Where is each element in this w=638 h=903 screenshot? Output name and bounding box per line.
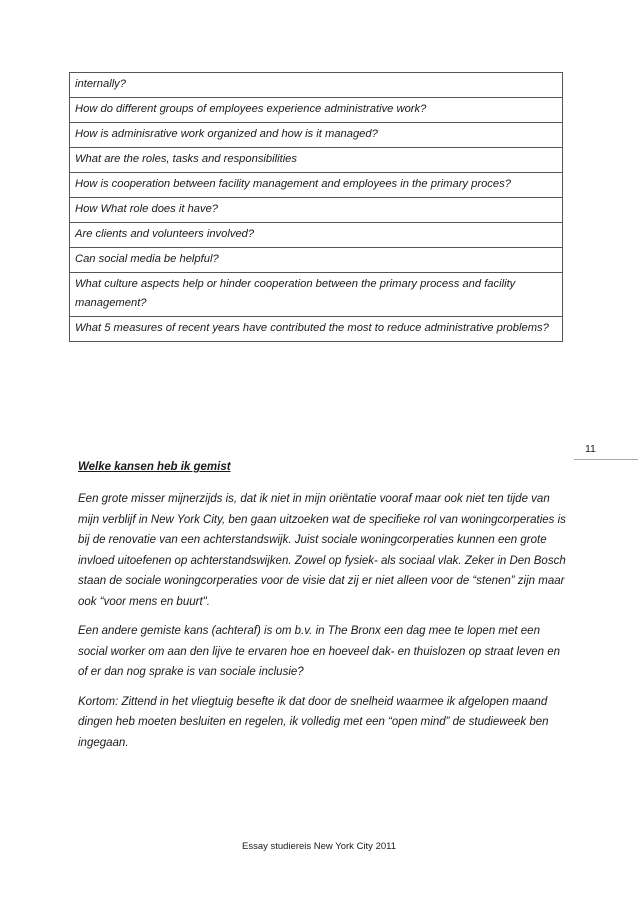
page-footer: Essay studiereis New York City 2011	[241, 841, 396, 852]
table-row	[70, 148, 563, 173]
table-row	[70, 123, 563, 148]
question-cell: internally?	[70, 73, 563, 98]
body-paragraph: Een andere gemiste kans (achteraf) is om b.v. in The Bronx een dag mee te lopen met een social worker om aan den lijve te ervaren hoe en hoeveel dak- en thuislozen op straat leven en of er dan nog sprake is van sociale inclusie?	[78, 625, 561, 678]
page-number-divider	[574, 459, 638, 460]
table-row	[70, 98, 563, 123]
questions-table	[69, 72, 563, 342]
question-cell: What 5 measures of recent years have contributed the most to reduce administrative problems?	[70, 317, 563, 342]
table-row	[70, 73, 563, 98]
table-row	[70, 317, 563, 342]
page-number: 11	[585, 443, 596, 455]
table-row	[70, 173, 563, 198]
question-cell: What culture aspects help or hinder cooperation between the primary process and facility management?	[70, 273, 563, 317]
missed-opportunities-section	[78, 457, 568, 762]
body-paragraph: Kortom: Zittend in het vliegtuig besefte ik dat door de snelheid waarmee ik afgelopen maand dingen heb moeten besluiten en regelen, ik volledig met een “open mind” de studieweek ben ingegaan.	[78, 695, 549, 749]
question-cell: Are clients and volunteers involved?	[70, 223, 563, 248]
table-row	[70, 273, 563, 317]
question-cell: How is cooperation between facility management and employees in the primary proces?	[70, 173, 563, 198]
table-row	[70, 248, 563, 273]
section-heading: Welke kansen heb ik gemist	[78, 461, 231, 473]
question-cell: What are the roles, tasks and responsibilities	[70, 148, 563, 173]
question-cell: How What role does it have?	[70, 198, 563, 223]
table-row	[70, 198, 563, 223]
question-cell: How do different groups of employees experience administrative work?	[70, 98, 563, 123]
question-cell: Can social media be helpful?	[70, 248, 563, 273]
question-cell: How is adminisrative work organized and how is it managed?	[70, 123, 563, 148]
table-row	[70, 223, 563, 248]
body-paragraph: Een grote misser mijnerzijds is, dat ik niet in mijn oriëntatie vooraf maar ook niet ten tijde van mijn verblijf in New York City, ben gaan uitzoeken wat de specifieke rol van woningcorperaties is bij de renovatie van een achterstandswijk. Juist sociale woningcorperaties kunnen een grote invloed uitoefenen op achterstandswijken. Zowel op fysiek- als sociaal vlak. Zeker in Den Bosch staan de sociale woningcorperaties voor de visie dat zij er niet alleen voor de “stenen” zijn maar ook “voor mens en buurt".	[78, 493, 566, 608]
